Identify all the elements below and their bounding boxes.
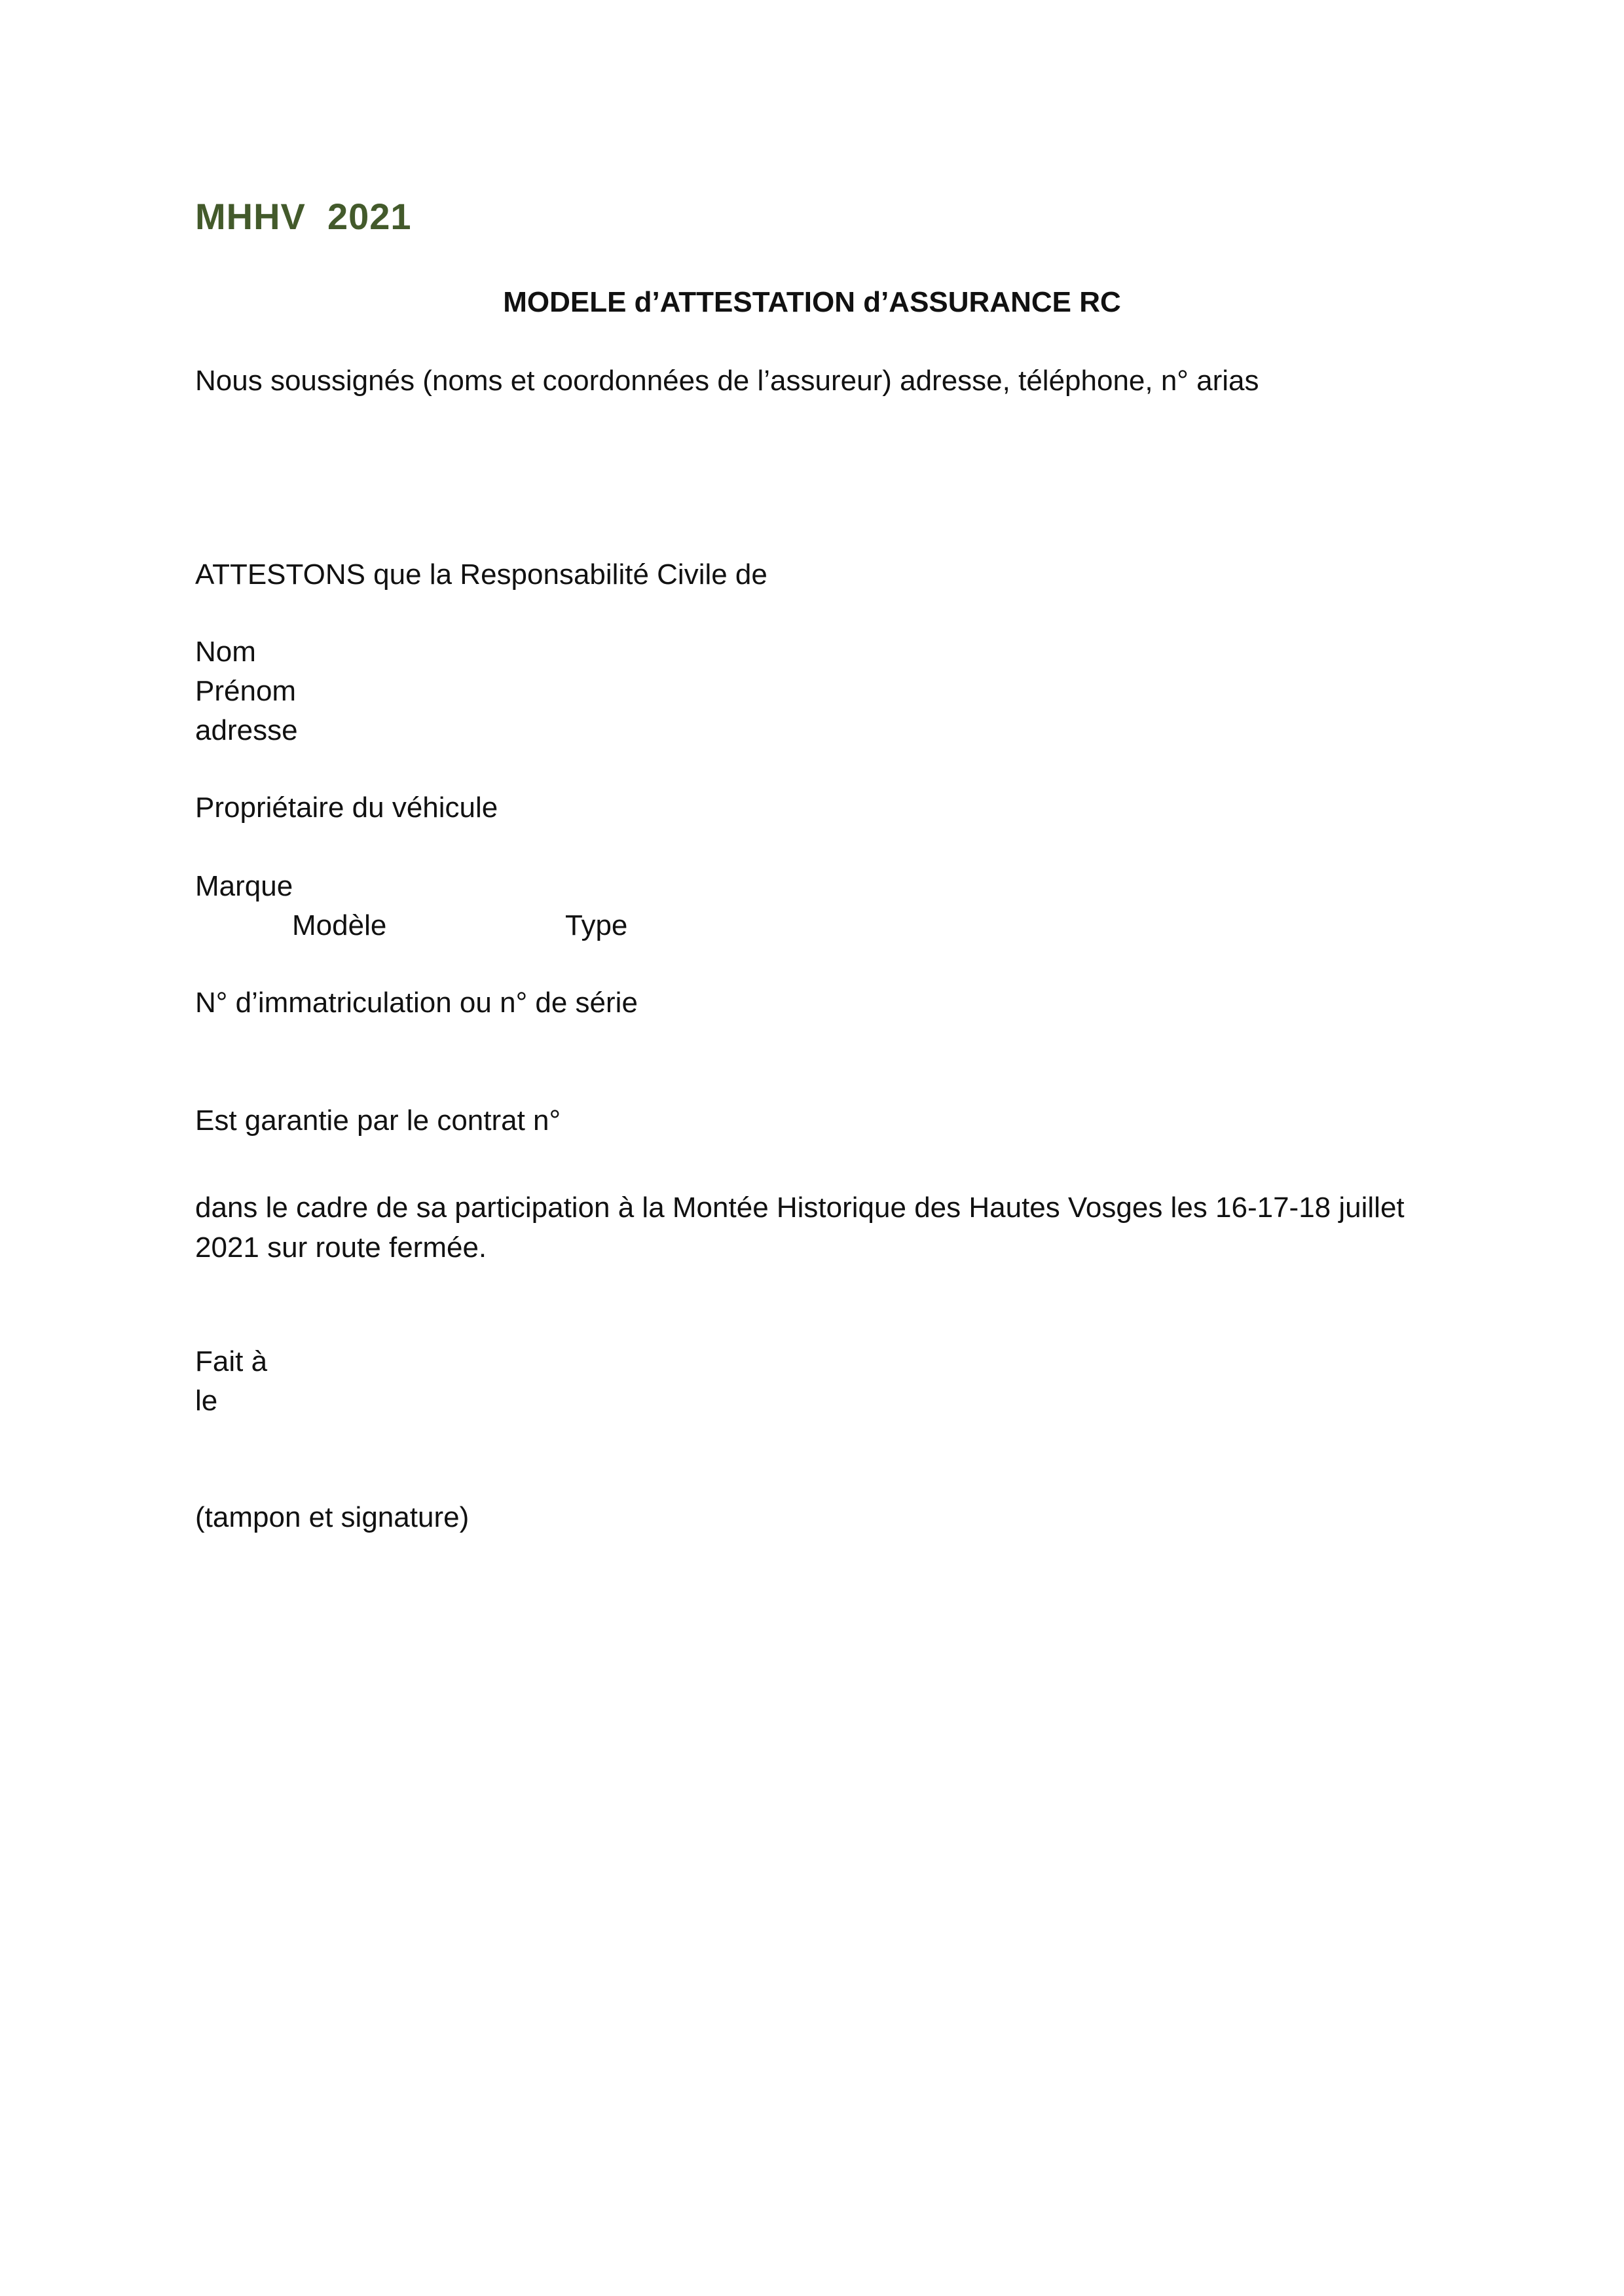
fait-a-label: Fait à <box>195 1345 268 1377</box>
event-title: MHHV 2021 <box>195 196 412 237</box>
attest-line: ATTESTONS que la Responsabilité Civile de <box>195 558 767 591</box>
modele-label: Modèle <box>292 909 387 941</box>
tampon-signature-label: (tampon et signature) <box>195 1501 470 1533</box>
document-heading: MODELE d’ATTESTATION d’ASSURANCE RC <box>503 286 1121 318</box>
insurer-line: Nous soussignés (noms et coordonnées de l’assureur) adresse, téléphone, n° arias <box>195 365 1259 397</box>
nom-label: Nom <box>195 636 256 668</box>
participation-paragraph: dans le cadre de sa participation à la Montée Historique des Hautes Vosges les 16-17-18 juillet 2021 sur route fermée. <box>195 1192 1405 1264</box>
immatriculation-label: N° d’immatriculation ou n° de série <box>195 987 638 1019</box>
proprietaire-label: Propriétaire du véhicule <box>195 792 498 824</box>
marque-label: Marque <box>195 870 293 902</box>
le-label: le <box>195 1385 218 1417</box>
contrat-label: Est garantie par le contrat n° <box>195 1104 561 1137</box>
adresse-label: adresse <box>195 714 298 746</box>
prenom-label: Prénom <box>195 675 297 707</box>
type-label: Type <box>565 909 628 941</box>
